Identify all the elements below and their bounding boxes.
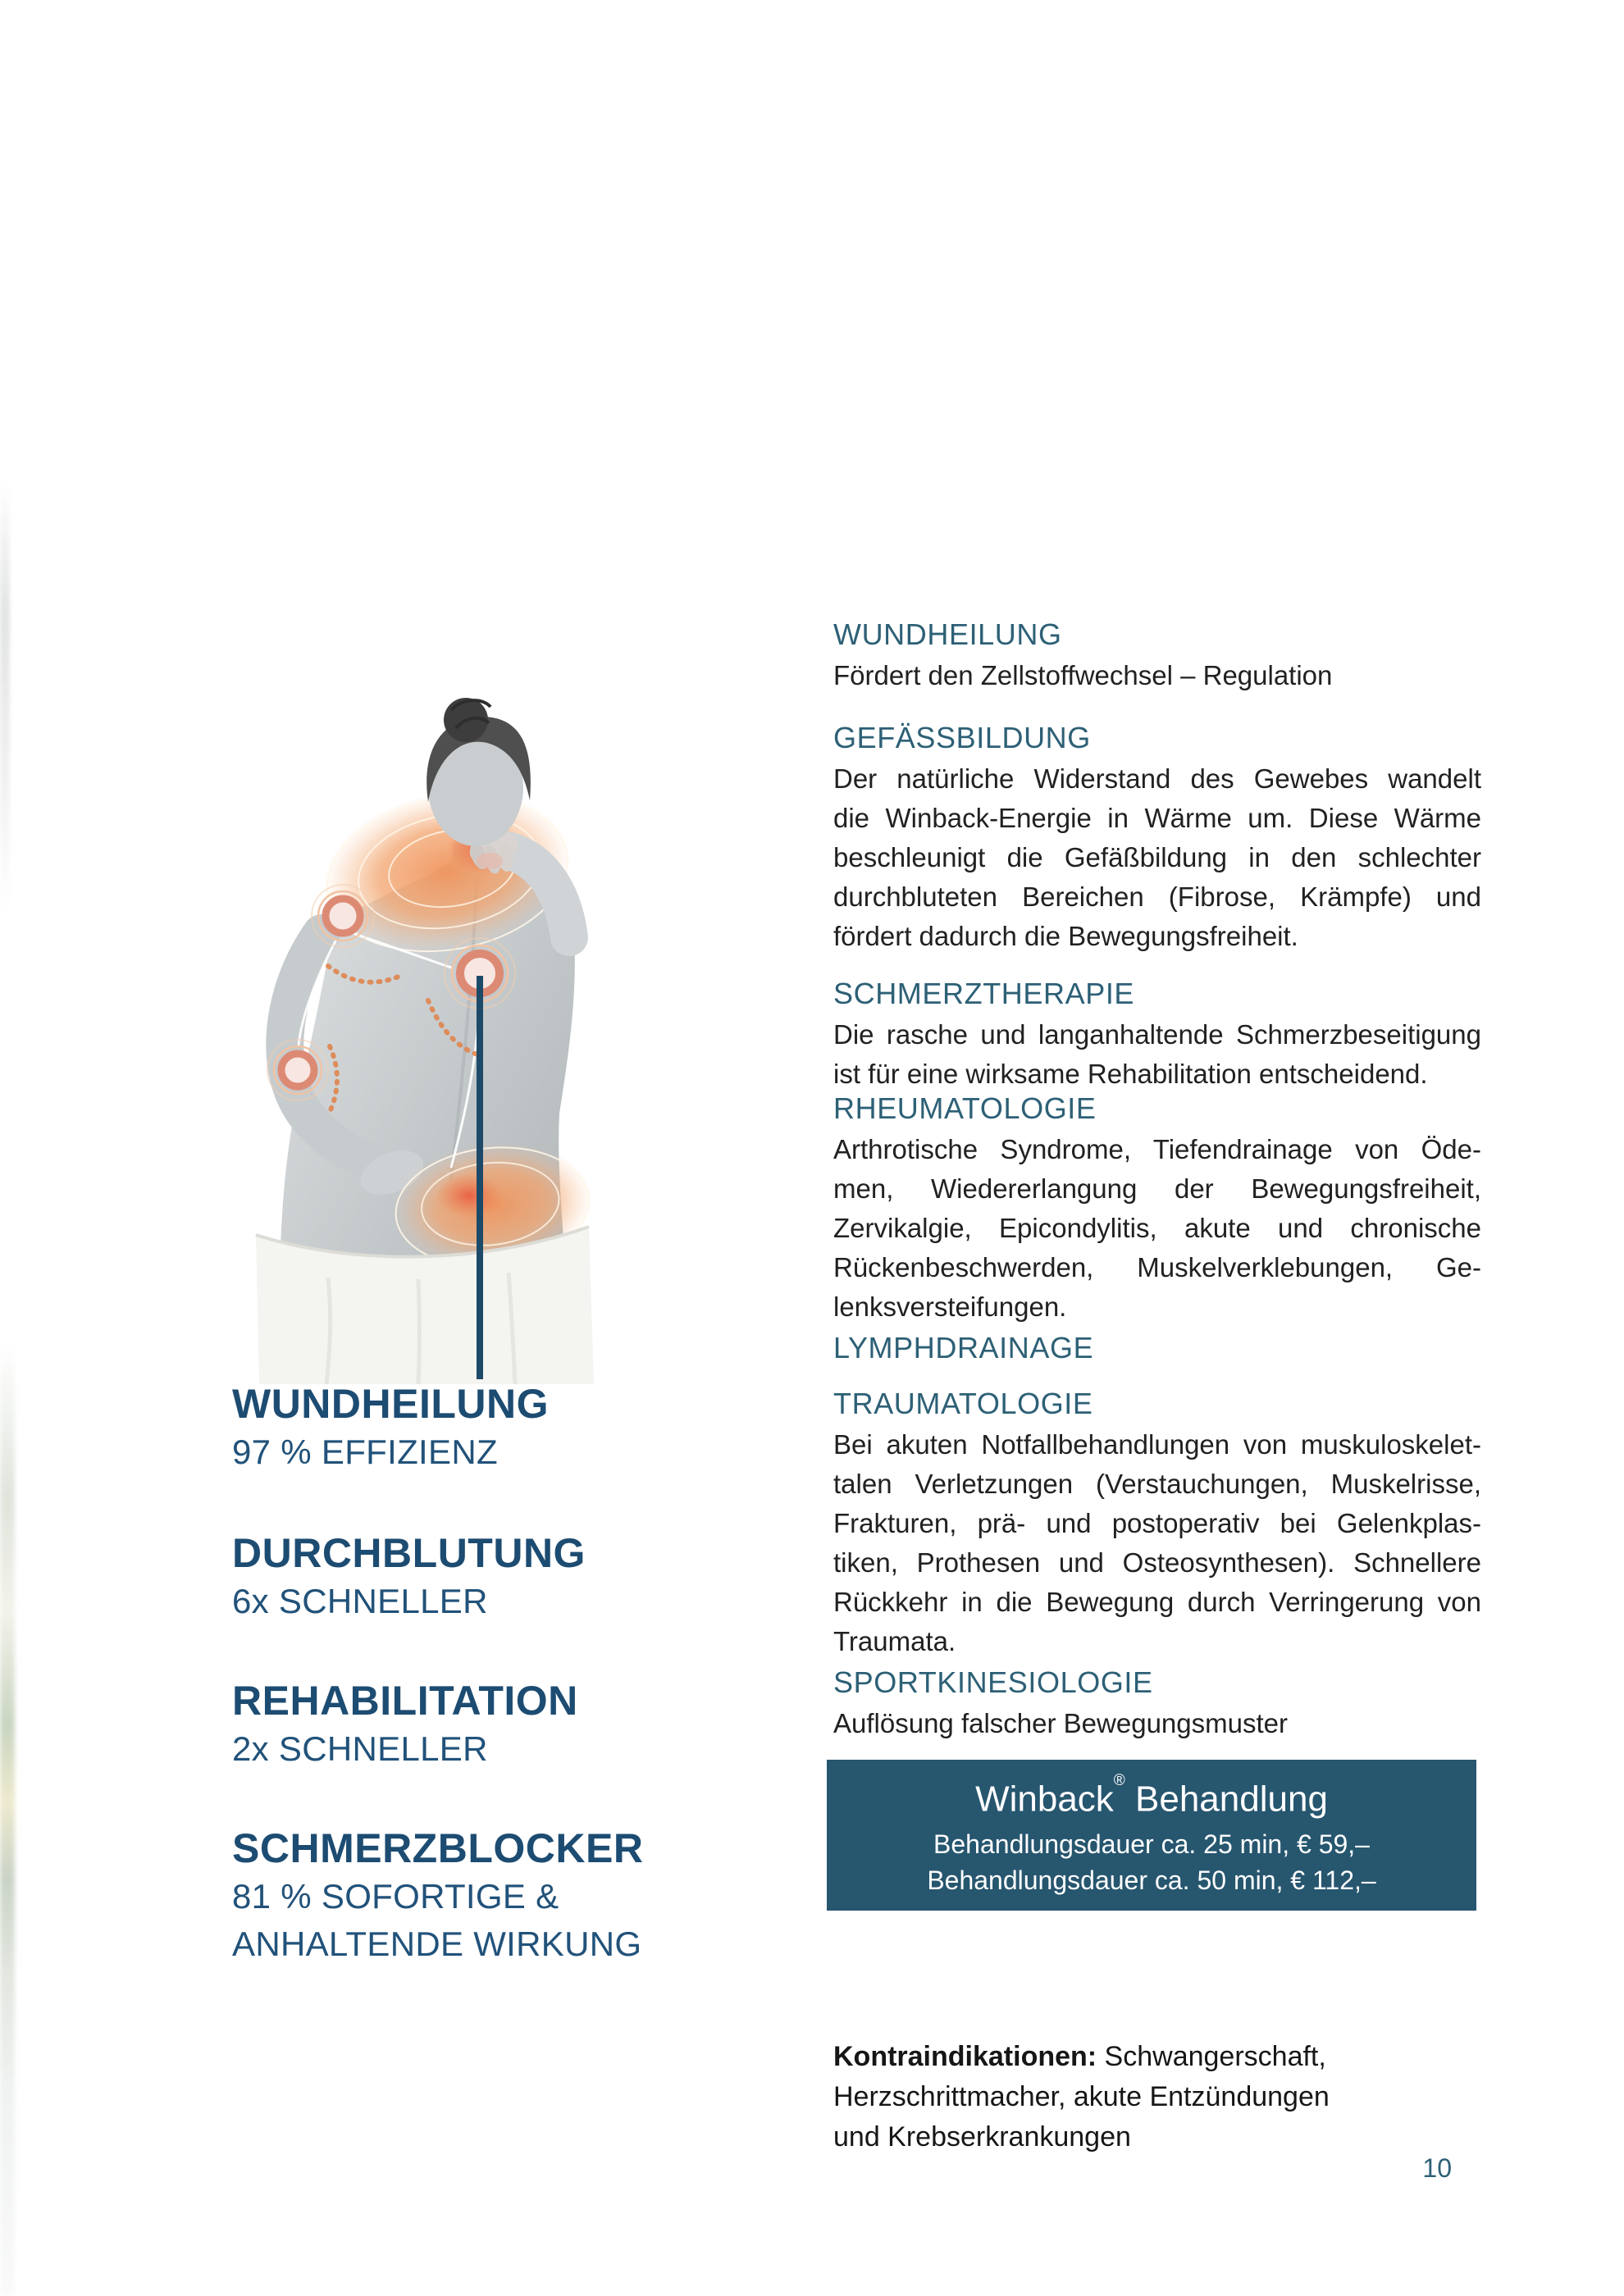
- text-line: 2x SCHNELLER: [232, 1729, 488, 1768]
- text-line: Behandlungsdauer ca. 25 min, € 59,–: [933, 1829, 1370, 1859]
- stat-heading: DURCHBLUTUNG: [232, 1530, 586, 1576]
- stat-rehabilitation: [232, 1676, 578, 1773]
- text-line: Bei akuten Notfallbehandlungen von muskuloskelet-: [833, 1429, 1481, 1460]
- stat-lines: [232, 1428, 549, 1476]
- registered-mark: ®: [1113, 1772, 1125, 1789]
- text-line: lenksversteifungen.: [833, 1292, 1067, 1322]
- section-paragraph: [833, 1425, 1481, 1661]
- left-edge-photo-bleed: [0, 1345, 15, 2296]
- section-schmerztherapie: [833, 976, 1481, 1094]
- treatment-box-title: [827, 1773, 1476, 1821]
- contraindications-first-line: [833, 2037, 1424, 2077]
- section-title: SPORTKINESIOLOGIE: [833, 1665, 1153, 1699]
- text-line: Frakturen, prä- und postoperativ bei Gelenkplas-: [833, 1508, 1481, 1538]
- section-paragraph: [833, 656, 1481, 695]
- section-title: GEFÄSSBILDUNG: [833, 721, 1091, 754]
- section-sportkinesiologie: [833, 1665, 1481, 1743]
- text-line: 6x SCHNELLER: [232, 1582, 488, 1620]
- contraindications: [833, 2037, 1424, 2157]
- text-line: Auflösung falscher Bewegungsmuster: [833, 1708, 1288, 1738]
- text-line: talen Verletzungen (Verstauchungen, Muskelrisse,: [833, 1469, 1481, 1499]
- section-paragraph: [833, 1130, 1481, 1327]
- text-line: Der natürliche Widerstand des Gewebes wandelt: [833, 763, 1481, 794]
- page-number: 10: [1422, 2153, 1452, 2183]
- text-line: fördert dadurch die Bewegungsfreiheit.: [833, 921, 1298, 951]
- section-title: LYMPHDRAINAGE: [833, 1331, 1094, 1364]
- text-line: Zervikalgie, Epicondylitis, akute und chronische: [833, 1213, 1481, 1243]
- stat-wundheilung: [232, 1379, 549, 1476]
- contraindications-label: Kontraindikationen:: [833, 2041, 1097, 2072]
- treatment-box-title-rest: Behandlung: [1124, 1779, 1328, 1820]
- text-line: durchbluteten Bereichen (Fibrose, Krämpfe) und: [833, 882, 1481, 912]
- section-title: SCHMERZTHERAPIE: [833, 977, 1135, 1010]
- text-line: Rückenbeschwerden, Muskelverklebungen, Ge-: [833, 1252, 1481, 1282]
- text-line: und Krebserkrankungen: [833, 2121, 1131, 2152]
- back-pain-figure: [205, 687, 615, 1384]
- stat-heading: REHABILITATION: [232, 1678, 578, 1724]
- left-edge-photo-bleed: [0, 484, 10, 910]
- treatment-price-box: [827, 1760, 1476, 1911]
- stat-lines: [232, 1578, 586, 1625]
- section-paragraph: [833, 759, 1481, 956]
- text-line: beschleunigt die Gefäßbildung in den schlechter: [833, 842, 1481, 872]
- text-line: men, Wiedererlangung der Bewegungsfreiheit,: [833, 1173, 1481, 1204]
- brand-name: Winback: [975, 1779, 1114, 1820]
- section-gefaessbildung: [833, 720, 1481, 956]
- text-line: Die rasche und langanhaltende Schmerzbeseitigung: [833, 1019, 1481, 1050]
- text-line: die Winback-Energie in Wärme um. Diese Wärme: [833, 803, 1481, 833]
- section-traumatologie: [833, 1386, 1481, 1661]
- text-line: 97 % EFFIZIENZ: [232, 1433, 498, 1471]
- treatment-durations: [827, 1826, 1476, 1898]
- text-line: Rückkehr in die Bewegung durch Verringerung von: [833, 1587, 1481, 1617]
- stat-lines: [232, 1725, 578, 1773]
- text-line: 81 % SOFORTIGE &: [232, 1877, 559, 1916]
- lower-back-hot-spot: [436, 1173, 502, 1218]
- back-pain-illustration: [205, 687, 615, 1384]
- section-paragraph: [833, 1704, 1481, 1743]
- section-title: WUNDHEILUNG: [833, 617, 1062, 651]
- stat-heading: WUNDHEILUNG: [232, 1381, 550, 1427]
- text-line: ANHALTENDE WIRKUNG: [232, 1925, 642, 1963]
- text-line: ist für eine wirksame Rehabilitation entscheidend.: [833, 1059, 1428, 1089]
- stat-durchblutung: [232, 1528, 586, 1625]
- stat-lines: [232, 1873, 643, 1968]
- text-line: Traumata.: [833, 1626, 956, 1656]
- section-title: TRAUMATOLOGIE: [833, 1387, 1093, 1420]
- section-lymphdrainage: [833, 1330, 1481, 1366]
- stat-schmerzblocker: [232, 1824, 643, 1968]
- section-paragraph: [833, 1015, 1481, 1094]
- stat-heading: SCHMERZBLOCKER: [232, 1825, 644, 1871]
- text-line: Herzschrittmacher, akute Entzündungen: [833, 2081, 1330, 2112]
- contraindications-first-rest: Schwangerschaft,: [1097, 2041, 1326, 2072]
- text-line: Fördert den Zellstoffwechsel – Regulation: [833, 660, 1333, 690]
- contraindications-lines: [833, 2077, 1424, 2157]
- callout-line: [477, 976, 483, 1379]
- section-wundheilung: [833, 617, 1481, 695]
- section-title: RHEUMATOLOGIE: [833, 1091, 1097, 1125]
- section-rheumatologie: [833, 1091, 1481, 1327]
- text-line: Arthrotische Syndrome, Tiefendrainage von Öde-: [833, 1134, 1481, 1164]
- text-line: tiken, Prothesen und Osteosynthesen). Schnellere: [833, 1547, 1481, 1578]
- text-line: Behandlungsdauer ca. 50 min, € 112,–: [927, 1865, 1376, 1895]
